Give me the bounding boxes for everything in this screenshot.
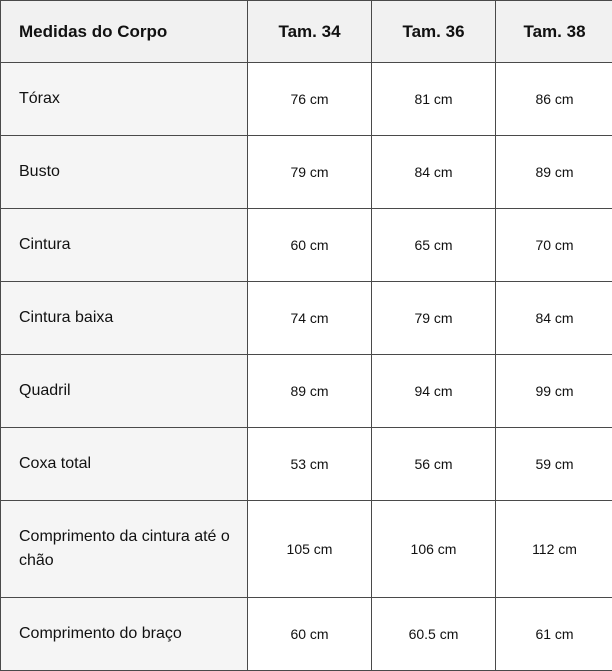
row-label: Cintura [1, 209, 248, 282]
cell-size-36: 79 cm [372, 282, 496, 355]
cell-size-38: 61 cm [496, 598, 612, 671]
table-row [1, 428, 612, 501]
header-body-measurements: Medidas do Corpo [1, 1, 248, 63]
cell-size-36: 94 cm [372, 355, 496, 428]
cell-size-34: 60 cm [248, 209, 372, 282]
cell-size-38: 112 cm [496, 501, 612, 598]
cell-size-38: 84 cm [496, 282, 612, 355]
row-label: Coxa total [1, 428, 248, 501]
table-row [1, 63, 612, 136]
header-size-38: Tam. 38 [496, 1, 612, 63]
header-size-34: Tam. 34 [248, 1, 372, 63]
row-label: Quadril [1, 355, 248, 428]
row-label: Tórax [1, 63, 248, 136]
cell-size-38: 59 cm [496, 428, 612, 501]
cell-size-36: 84 cm [372, 136, 496, 209]
cell-size-34: 105 cm [248, 501, 372, 598]
row-label: Comprimento do braço [1, 598, 248, 671]
table-row [1, 209, 612, 282]
table-row [1, 136, 612, 209]
cell-size-38: 99 cm [496, 355, 612, 428]
cell-size-36: 106 cm [372, 501, 496, 598]
cell-size-36: 65 cm [372, 209, 496, 282]
row-label: Busto [1, 136, 248, 209]
cell-size-38: 86 cm [496, 63, 612, 136]
cell-size-36: 60.5 cm [372, 598, 496, 671]
row-label: Cintura baixa [1, 282, 248, 355]
cell-size-34: 89 cm [248, 355, 372, 428]
header-size-36: Tam. 36 [372, 1, 496, 63]
cell-size-34: 79 cm [248, 136, 372, 209]
table-row [1, 282, 612, 355]
cell-size-34: 53 cm [248, 428, 372, 501]
table-row [1, 598, 612, 671]
cell-size-34: 76 cm [248, 63, 372, 136]
row-label: Comprimento da cintura até o chão [1, 501, 248, 598]
cell-size-38: 89 cm [496, 136, 612, 209]
cell-size-36: 81 cm [372, 63, 496, 136]
cell-size-34: 60 cm [248, 598, 372, 671]
cell-size-34: 74 cm [248, 282, 372, 355]
table-row [1, 501, 612, 598]
header-row [1, 1, 612, 63]
cell-size-38: 70 cm [496, 209, 612, 282]
table-row [1, 355, 612, 428]
cell-size-36: 56 cm [372, 428, 496, 501]
